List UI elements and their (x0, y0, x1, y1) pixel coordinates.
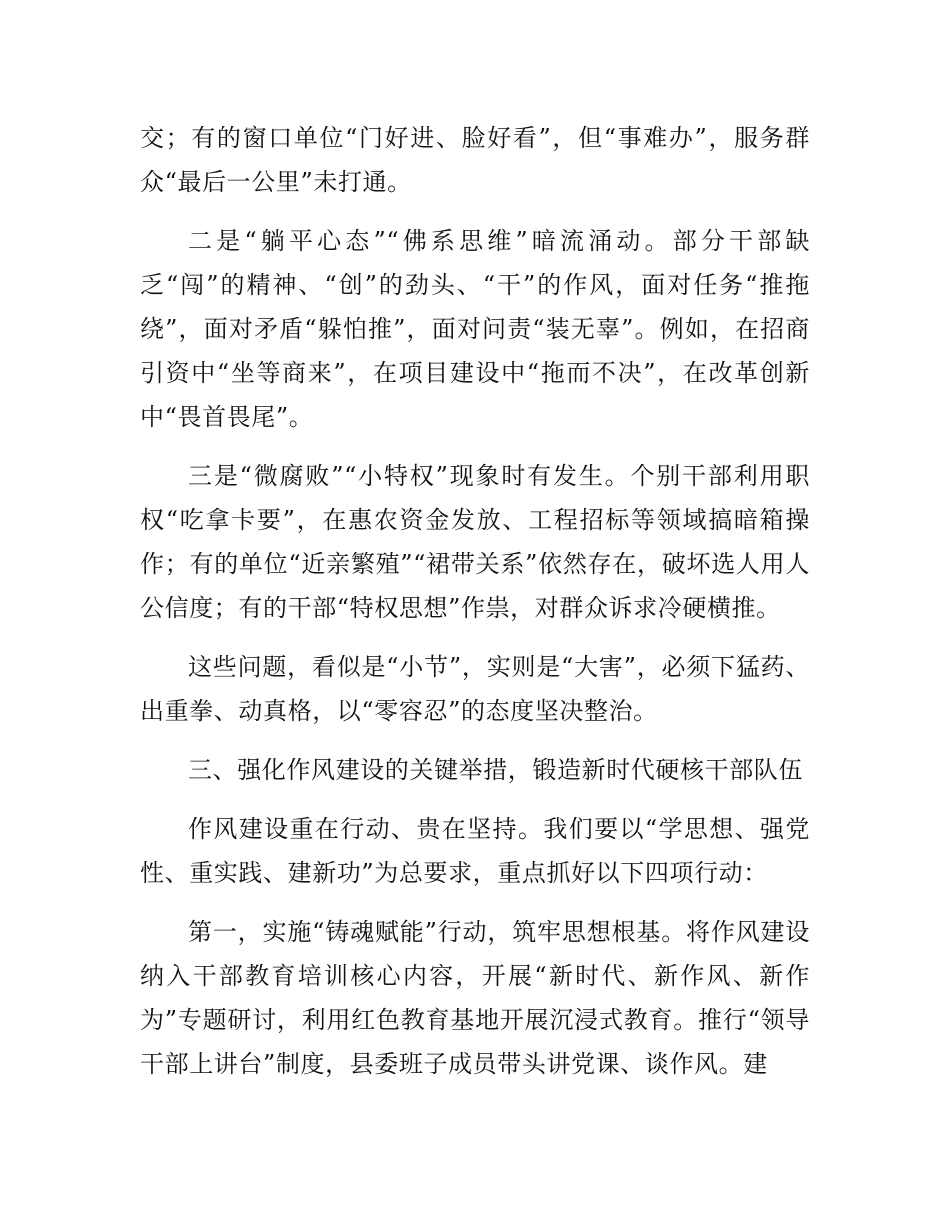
paragraph-lying-flat-mentality: 二是“躺平心态”“佛系思维”暗流涌动。部分干部缺乏“闯”的精神、“创”的劲头、“干”的作风，面对任务“推拖绕”，面对矛盾“躲怕推”，面对问责“装无辜”。例如，在招商引资中“坐等商来”，在项目建设中“拖而不决”，在改革创新中“畏首畏尾”。 (140, 227, 810, 431)
paragraph-micro-corruption: 三是“微腐败”“小特权”现象时有发生。个别干部利用职权“吃拿卡要”，在惠农资金发放、工程招标等领域搞暗箱操作；有的单位“近亲繁殖”“裙带关系”依然存在，破坏选人用人公信度；有的干部“特权思想”作祟，对群众诉求冷硬横推。 (140, 462, 810, 622)
paragraph-action-requirements: 作风建设重在行动、贵在坚持。我们要以“学思想、强党性、重实践、建新功”为总要求，重点抓好以下四项行动： (140, 815, 810, 887)
paragraph-first-action: 第一，实施“铸魂赋能”行动，筑牢思想根基。将作风建设纳入干部教育培训核心内容，开展“新时代、新作风、新作为”专题研讨，利用红色教育基地开展沉浸式教育。推行“领导干部上讲台”制度，县委班子成员带头讲党课、谈作风。建 (140, 918, 810, 1078)
document-body (140, 116, 810, 1101)
section-heading-key-measures: 三、强化作风建设的关键举措，锻造新时代硬核干部队伍 (188, 756, 803, 784)
paragraph-zero-tolerance: 这些问题，看似是“小节”，实则是“大害”，必须下猛药、出重拳、动真格，以“零容忍”的态度坚决整治。 (140, 653, 810, 725)
paragraph-continuation: 交；有的窗口单位“门好进、脸好看”，但“事难办”，服务群众“最后一公里”未打通。 (140, 124, 810, 196)
